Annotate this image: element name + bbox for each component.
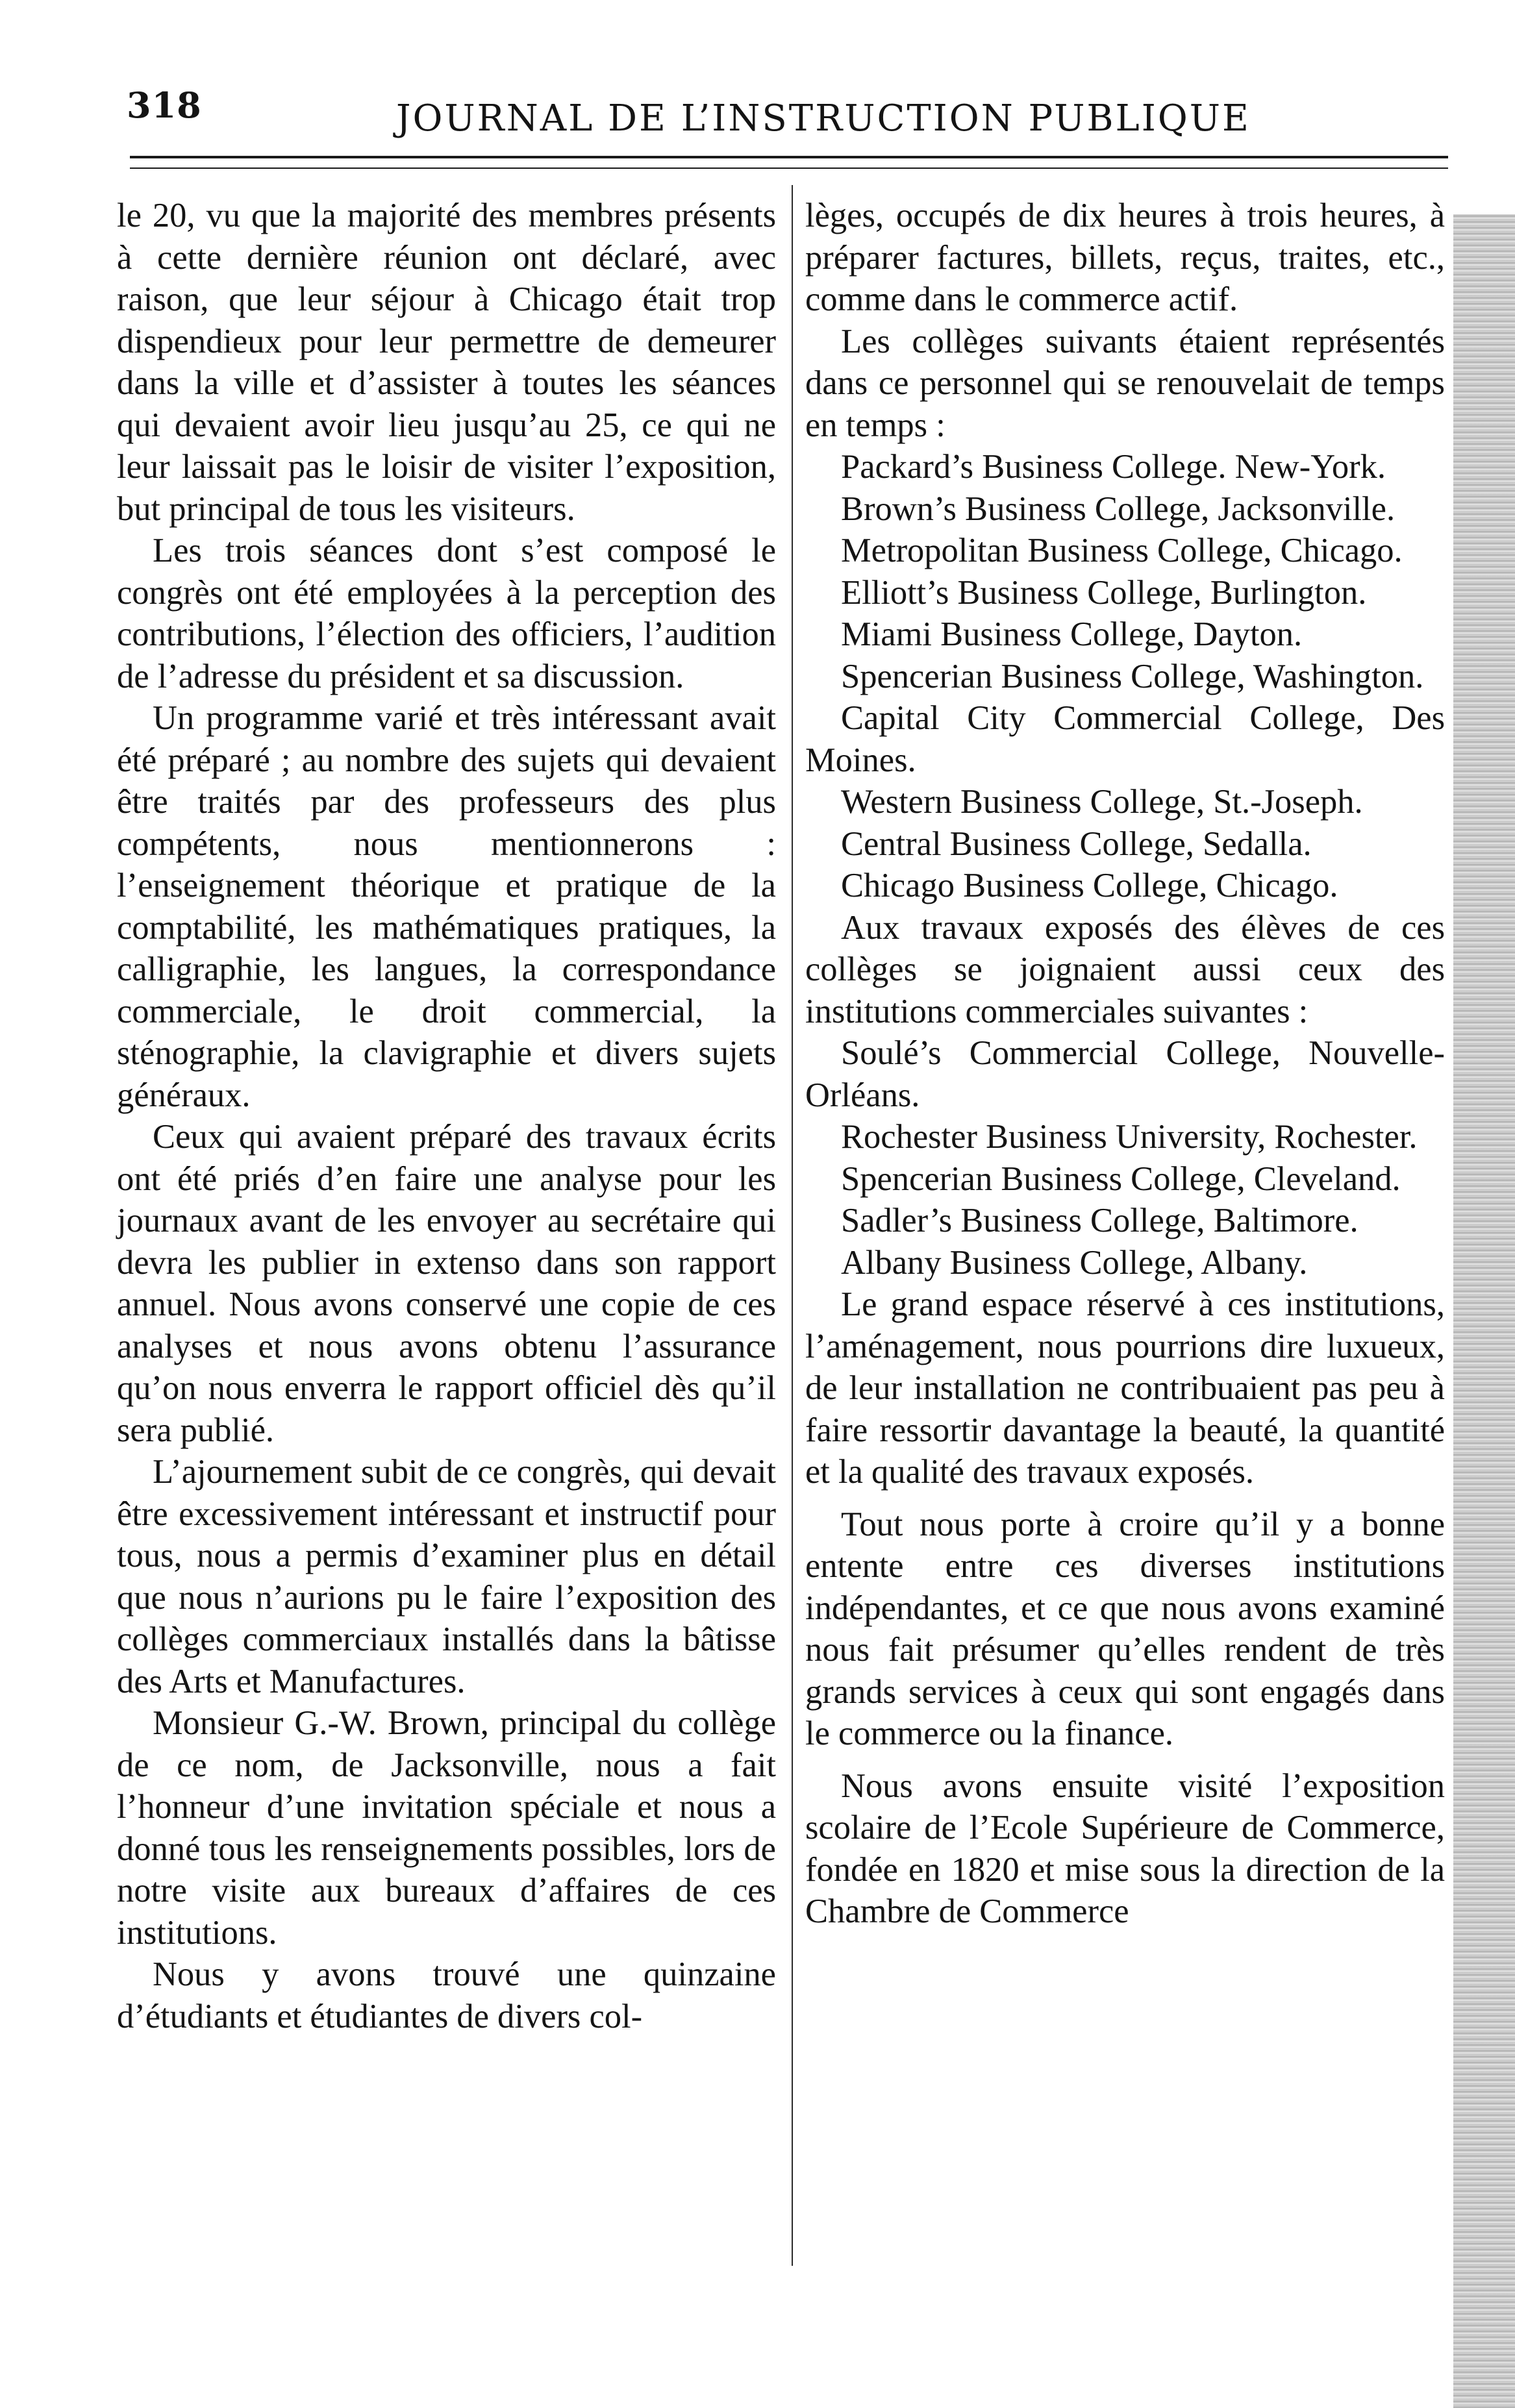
- paragraph: Western Business College, St.-Joseph.: [841, 783, 1363, 821]
- column-divider: [792, 185, 793, 2266]
- paragraph: Le grand espace réservé à ces institutions, l’aménagement, nous pourrions dire luxueux, de leur installation ne contribuaient pas peu à faire ressortir davantage la beauté, la quantité et la qualité des travaux exposés.: [805, 1285, 1445, 1491]
- left-column: [117, 195, 776, 2037]
- paragraph: Spencerian Business College, Washington.: [841, 657, 1424, 695]
- paragraph: le 20, vu que la majorité des membres présents à cette dernière réunion ont déclaré, avec raison, que leur séjour à Chicago était trop dispendieux pour leur permettre de demeurer dans la ville et d’assister à toutes les séances qui devaient avoir lieu jusqu’au 25, ce qui ne leur laissait pas le loisir de visiter l’exposition, but principal de tous les visiteurs.: [117, 197, 776, 528]
- paragraph: Miami Business College, Dayton.: [841, 615, 1303, 653]
- paragraph: Metropolitan Business College, Chicago.: [841, 532, 1403, 569]
- paragraph: Capital City Commercial College, Des Moines.: [805, 699, 1445, 779]
- paragraph: Tout nous porte à croire qu’il y a bonne entente entre ces diverses institutions indépendantes, et ce que nous avons examiné nous fait présumer qu’elles rendent de très grands services à ceux qui sont engagés dans le commerce ou la finance.: [805, 1505, 1445, 1752]
- paragraph: Packard’s Business College. New-York.: [841, 448, 1386, 486]
- paragraph: Les trois séances dont s’est composé le congrès ont été employées à la perception des contributions, l’élection des officiers, l’audition de l’adresse du président et sa discussion.: [117, 532, 776, 695]
- paragraph: Un programme varié et très intéressant avait été préparé ; au nombre des sujets qui devaient être traités par des professeurs des plus compétents, nous mentionnerons : l’enseignement théorique et pratique de la comptabilité, les mathématiques pratiques, la calligraphie, les langues, la correspondance commerciale, le droit commercial, la sténographie, la clavigraphie et divers sujets généraux.: [117, 699, 776, 1114]
- scan-edge-shadow: [1453, 214, 1515, 2408]
- paragraph: Spencerian Business College, Cleveland.: [841, 1160, 1401, 1198]
- header-rule-thick: [130, 156, 1448, 158]
- paragraph: Soulé’s Commercial College, Nouvelle-Orléans.: [805, 1034, 1445, 1114]
- right-column: [805, 195, 1445, 1933]
- paragraph: Central Business College, Sedalla.: [841, 825, 1312, 863]
- paragraph: Aux travaux exposés des élèves de ces collèges se joignaient aussi ceux des institutions commerciales suivantes :: [805, 908, 1445, 1030]
- paragraph: Ceux qui avaient préparé des travaux écrits ont été priés d’en faire une analyse pour les journaux avant de les envoyer au secrétaire qui devra les publier in extenso dans son rapport annuel. Nous avons conservé une copie de ces analyses et nous avons obtenu l’assurance qu’on nous enverra le rapport officiel dès qu’il sera publié.: [117, 1118, 776, 1449]
- header-rule-thin: [130, 168, 1448, 169]
- paragraph: Sadler’s Business College, Baltimore.: [841, 1202, 1358, 1239]
- paragraph: lèges, occupés de dix heures à trois heures, à préparer factures, billets, reçus, traites, etc., comme dans le commerce actif.: [805, 197, 1445, 318]
- paragraph: L’ajournement subit de ce congrès, qui devait être excessivement intéressant et instructif pour tous, nous a permis d’examiner plus en détail que nous n’aurions pu le faire l’exposition des collèges commerciaux installés dans la bâtisse des Arts et Manufactures.: [117, 1453, 776, 1700]
- paragraph: Les collèges suivants étaient représentés dans ce personnel qui se renouvelait de temps en temps :: [805, 322, 1445, 444]
- paragraph: Monsieur G.-W. Brown, principal du collège de ce nom, de Jacksonville, nous a fait l’honneur d’une invitation spéciale et nous a donné tous les renseignements possibles, lors de notre visite aux bureaux d’affaires de ces institutions.: [117, 1704, 776, 1952]
- paragraph: Elliott’s Business College, Burlington.: [841, 573, 1367, 612]
- paragraph: Chicago Business College, Chicago.: [841, 867, 1338, 904]
- running-title: JOURNAL DE L’INSTRUCTION PUBLIQUE: [396, 97, 1251, 140]
- paragraph: Brown’s Business College, Jacksonville.: [841, 490, 1396, 528]
- paragraph: Rochester Business University, Rochester.: [841, 1118, 1418, 1156]
- page-number: 318: [127, 84, 202, 126]
- page-header: [0, 0, 1515, 182]
- paragraph: Nous avons ensuite visité l’exposition scolaire de l’Ecole Supérieure de Commerce, fondée en 1820 et mise sous la direction de la Chambre de Commerce: [805, 1767, 1445, 1930]
- paragraph: Albany Business College, Albany.: [841, 1243, 1308, 1282]
- paragraph: Nous y avons trouvé une quinzaine d’étudiants et étudiantes de divers col-: [117, 1955, 776, 2035]
